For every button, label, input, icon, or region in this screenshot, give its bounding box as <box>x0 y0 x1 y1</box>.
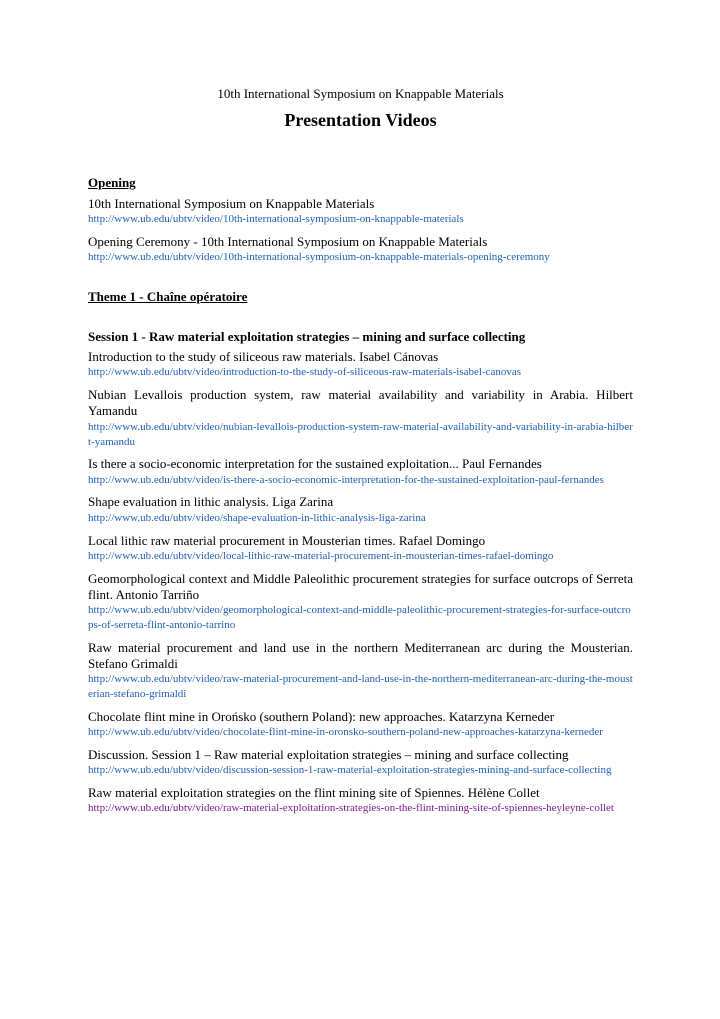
video-title: 10th International Symposium on Knappable Materials <box>88 195 375 211</box>
document-page <box>88 86 633 823</box>
video-title: Shape evaluation in lithic analysis. Liga Zarina <box>88 494 334 510</box>
video-title: Nubian Levallois production system, raw material availability and variability in Arabia. Hilbert Yamandu <box>88 387 633 419</box>
video-entry <box>88 709 633 740</box>
video-link[interactable]: http://www.ub.edu/ubtv/video/is-there-a-socio-economic-interpretation-for-the-sustained-exploitation-paul-fernandes <box>88 473 604 486</box>
video-entry <box>88 640 633 702</box>
video-title: Raw material procurement and land use in the northern Mediterranean arc during the Mousterian. Stefano Grimaldi <box>88 639 633 672</box>
video-link[interactable]: http://www.ub.edu/ubtv/video/chocolate-flint-mine-in-oronsko-southern-poland-new-approaches-katarzyna-kerneder <box>88 726 603 739</box>
video-link[interactable]: http://www.ub.edu/ubtv/video/introduction-to-the-study-of-siliceous-raw-materials-isabel-canovas <box>88 366 522 379</box>
video-title: Discussion. Session 1 – Raw material exploitation strategies – mining and surface collecting <box>88 747 569 763</box>
video-link[interactable]: http://www.ub.edu/ubtv/video/shape-evaluation-in-lithic-analysis-liga-zarina <box>88 511 426 524</box>
video-entry <box>88 456 633 487</box>
video-title: Opening Ceremony - 10th International Symposium on Knappable Materials <box>88 233 488 249</box>
video-link-visited[interactable]: http://www.ub.edu/ubtv/video/raw-material-exploitation-strategies-on-the-flint-mining-site-of-spiennes-heyleyne-collet <box>88 802 614 815</box>
video-title: Introduction to the study of siliceous raw materials. Isabel Cánovas <box>88 349 439 365</box>
video-entry <box>88 349 633 380</box>
video-link[interactable]: http://www.ub.edu/ubtv/video/nubian-levallois-production-system-raw-material-availability-and-variability-in-arabia-hilbert-yamandu <box>88 420 633 448</box>
video-title: Raw material exploitation strategies on the flint mining site of Spiennes. Hélène Collet <box>88 785 540 801</box>
video-entry <box>88 234 633 265</box>
video-entry <box>88 196 633 227</box>
opening-list <box>88 196 633 265</box>
session-heading: Session 1 - Raw material exploitation strategies – mining and surface collecting <box>88 328 526 344</box>
video-title: Geomorphological context and Middle Paleolithic procurement strategies for surface outcrops of Serreta flint. Antonio Tarriño <box>88 570 633 602</box>
video-title: Is there a socio-economic interpretation for the sustained exploitation... Paul Fernandes <box>88 456 542 472</box>
video-link[interactable]: http://www.ub.edu/ubtv/video/10th-international-symposium-on-knappable-materials <box>88 213 464 226</box>
video-link[interactable]: http://www.ub.edu/ubtv/video/geomorphological-context-and-middle-paleolithic-procurement-strategies-for-surface-outcrops-of-serreta-flint-antonio-tarrino <box>88 604 631 632</box>
theme-heading: Theme 1 - Chaîne opératoire <box>88 289 248 305</box>
opening-heading: Opening <box>88 175 136 191</box>
document-title: Presentation Videos <box>284 109 437 130</box>
video-title: Chocolate flint mine in Orońsko (southern Poland): new approaches. Katarzyna Kerneder <box>88 709 555 725</box>
video-entry <box>88 494 633 525</box>
video-link[interactable]: http://www.ub.edu/ubtv/video/discussion-session-1-raw-material-exploitation-strategies-mining-and-surface-collecting <box>88 764 612 777</box>
video-entry <box>88 785 633 816</box>
video-title: Local lithic raw material procurement in Mousterian times. Rafael Domingo <box>88 532 486 548</box>
video-entry <box>88 571 633 633</box>
video-link[interactable]: http://www.ub.edu/ubtv/video/raw-material-procurement-and-land-use-in-the-northern-mediterranean-arc-during-the-mousterian-stefano-grimaldi <box>88 673 633 701</box>
video-entry <box>88 387 633 449</box>
video-entry <box>88 747 633 778</box>
video-link[interactable]: http://www.ub.edu/ubtv/video/local-lithic-raw-material-procurement-in-mousterian-times-rafael-domingo <box>88 549 554 562</box>
video-entry <box>88 533 633 564</box>
video-link[interactable]: http://www.ub.edu/ubtv/video/10th-international-symposium-on-knappable-materials-opening-ceremony <box>88 251 550 264</box>
session-list <box>88 349 633 816</box>
document-subtitle: 10th International Symposium on Knappable Materials <box>217 86 504 101</box>
